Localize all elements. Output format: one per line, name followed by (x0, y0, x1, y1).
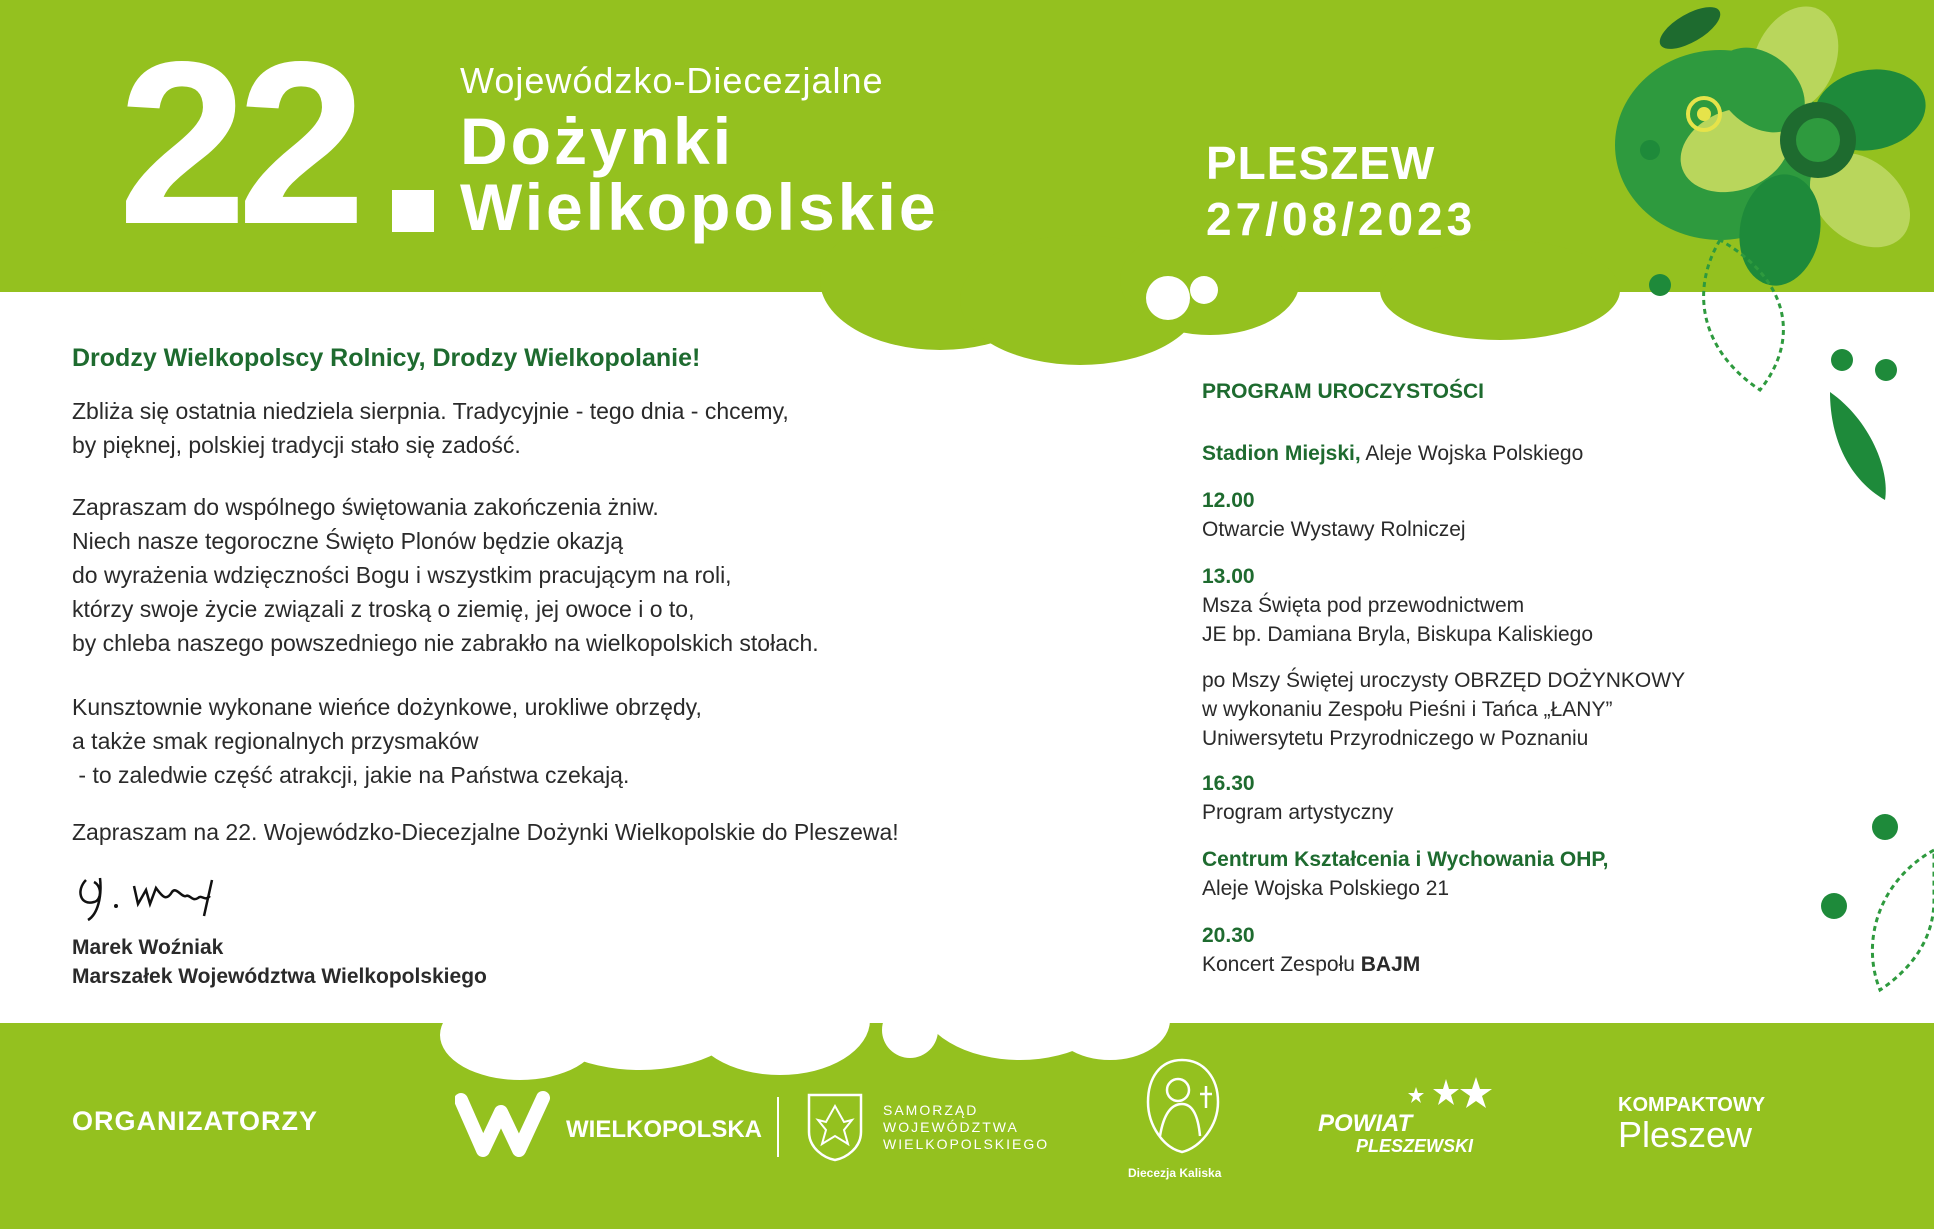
letter-paragraph-3 (72, 690, 702, 792)
leaf-icon (1821, 814, 1934, 990)
program-event: JE bp. Damiana Bryla, Biskupa Kaliskiego (1202, 623, 1594, 646)
event-city: PLESZEW (1206, 137, 1436, 189)
event-date: 27/08/2023 (1206, 193, 1477, 245)
letter-line: do wyrażenia wdzięczności Bogu i wszystkim pracującym na roli, (72, 562, 732, 588)
program-venue-1: Stadion Miejski, Aleje Wojska Polskiego (1202, 442, 1584, 465)
letter-line: - to zaledwie część atrakcji, jakie na Państwa czekają. (72, 762, 630, 788)
letter-line: którzy swoje życie związali z troską o ziemię, jej owoce i o to, (72, 596, 695, 622)
signature-icon (72, 866, 252, 926)
program-venue-2-address: Aleje Wojska Polskiego 21 (1202, 877, 1450, 900)
diecezja-logo-label: Diecezja Kaliska (1128, 1166, 1222, 1180)
letter-paragraph-4 (72, 815, 899, 849)
logo-divider (777, 1097, 779, 1157)
letter-paragraph-1 (72, 394, 789, 462)
program-event: Msza Święta pod przewodnictwem (1202, 594, 1525, 617)
event-title-line2: Wielkopolskie (460, 170, 939, 244)
powiat-logo-label: POWIAT PLESZEWSKI (1318, 1110, 1474, 1156)
author-name: Marek Woźniak (72, 936, 224, 959)
stars-icon (1316, 1077, 1496, 1109)
program-time: 13.00 (1202, 565, 1255, 588)
pleszew-logo-label-top: KOMPAKTOWY (1618, 1094, 1766, 1116)
program-time: 12.00 (1202, 489, 1255, 512)
bottom-cloud (440, 940, 1170, 1080)
wielkopolska-logo-icon (455, 1090, 550, 1160)
edition-number: 22 (118, 14, 357, 273)
letter-line: Niech nasze tegoroczne Święto Plonów będzie okazją (72, 528, 624, 554)
pleszew-logo-label: Pleszew (1618, 1114, 1753, 1155)
program-event: Otwarcie Wystawy Rolniczej (1202, 518, 1466, 541)
samorzad-logo-label: SAMORZĄD WOJEWÓDZTWA WIELKOPOLSKIEGO (883, 1102, 1050, 1152)
wielkopolska-logo-label: WIELKOPOLSKA (566, 1116, 762, 1143)
edition-number-dot (392, 190, 434, 232)
event-subtitle: Wojewódzko-Diecezjalne (460, 60, 884, 101)
program-event: w wykonaniu Zespołu Pieśni i Tańca „ŁANY” (1202, 698, 1613, 721)
program-event: Koncert Zespołu BAJM (1202, 953, 1421, 976)
organizers-label: ORGANIZATORZY (72, 1106, 318, 1136)
program-event: Program artystyczny (1202, 801, 1394, 824)
program-heading: PROGRAM UROCZYSTOŚCI (1202, 380, 1484, 403)
letter-line: a także smak regionalnych przysmaków (72, 728, 479, 754)
program-time: 20.30 (1202, 924, 1255, 947)
program-event: Uniwersytetu Przyrodniczego w Poznaniu (1202, 727, 1589, 750)
letter-line: by pięknej, polskiej tradycji stało się zadość. (72, 432, 521, 458)
program-section (1202, 378, 1822, 979)
letter-line: Zbliża się ostatnia niedziela sierpnia. Tradycyjnie - tego dnia - chcemy, (72, 398, 789, 424)
letter-line: by chleba naszego powszedniego nie zabrakło na wielkopolskich stołach. (72, 630, 819, 656)
program-venue-2: Centrum Kształcenia i Wychowania OHP, (1202, 848, 1609, 871)
author-block (72, 933, 487, 991)
program-event: po Mszy Świętej uroczysty OBRZĘD DOŻYNKOWY (1202, 669, 1686, 692)
coat-of-arms-icon (806, 1092, 864, 1162)
event-title-line1: Dożynki (460, 104, 735, 178)
letter-line: Kunsztownie wykonane wieńce dożynkowe, urokliwe obrzędy, (72, 694, 702, 720)
author-title: Marszałek Województwa Wielkopolskiego (72, 965, 487, 988)
letter-paragraph-2 (72, 490, 819, 660)
letter-greeting: Drodzy Wielkopolscy Rolnicy, Drodzy Wielkopolanie! (72, 344, 701, 372)
letter-line: Zapraszam do wspólnego świętowania zakończenia żniw. (72, 494, 659, 520)
letter-line: Zapraszam na 22. Wojewódzko-Diecezjalne Dożynki Wielkopolskie do Pleszewa! (72, 819, 899, 845)
diecezja-logo-icon (1140, 1056, 1225, 1156)
program-time: 16.30 (1202, 772, 1255, 795)
